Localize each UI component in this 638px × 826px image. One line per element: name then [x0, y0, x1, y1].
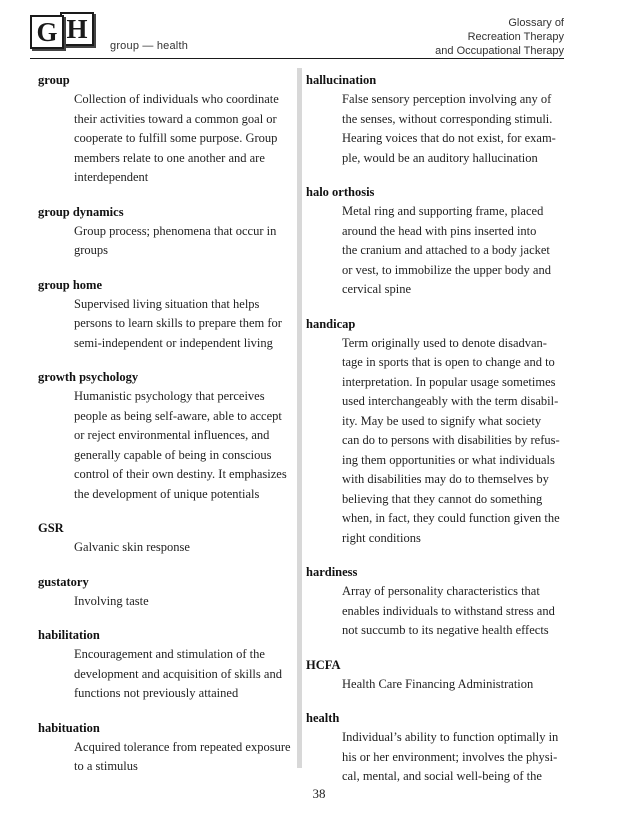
- glossary-definition: [38, 222, 296, 261]
- glossary-definition: [38, 592, 296, 612]
- glossary-term: halo orthosis: [306, 185, 375, 199]
- glossary-term: hardiness: [306, 565, 358, 579]
- definition-line: Individual’s ability to function optimally in: [342, 730, 559, 744]
- definition-line: cooperate to fulfill some purpose. Group: [74, 131, 278, 145]
- definition-line: cal, mental, and social well-being of the: [342, 769, 542, 783]
- definition-line: right conditions: [342, 530, 421, 545]
- glossary-entry: [38, 573, 296, 612]
- definition-line: cervical spine: [342, 282, 412, 296]
- letter-h-box: H: [60, 12, 94, 46]
- definition-line: groups: [74, 243, 109, 257]
- book-title: [435, 16, 564, 58]
- right-column: [306, 71, 564, 802]
- glossary-definition: [306, 728, 564, 787]
- definition-line: Collection of individuals who coordinate: [74, 92, 279, 106]
- definition-line: functions not previously attained: [74, 686, 239, 700]
- glossary-definition: [38, 538, 296, 558]
- glossary-entry: [38, 519, 296, 558]
- glossary-definition: [306, 90, 564, 168]
- glossary-term: GSR: [38, 521, 64, 535]
- glossary-term: group: [38, 73, 70, 87]
- definition-line: Galvanic skin response: [74, 540, 190, 554]
- definition-line: Health Care Financing Administration: [342, 676, 534, 691]
- page-range: group — health: [110, 40, 189, 52]
- definition-line: Metal ring and supporting frame, placed: [342, 204, 544, 218]
- left-column: [38, 71, 296, 792]
- glossary-entry: [306, 183, 564, 300]
- definition-line: their activities toward a common goal or: [74, 111, 277, 126]
- definition-line: the senses, without corresponding stimuli.: [342, 111, 553, 126]
- definition-line: Humanistic psychology that perceives: [74, 389, 265, 403]
- glossary-term: handicap: [306, 316, 356, 331]
- glossary-entry: [38, 368, 296, 504]
- definition-line: to a stimulus: [74, 759, 138, 773]
- definition-line: persons to learn skills to prepare them for: [74, 316, 282, 330]
- column-divider: [297, 68, 302, 768]
- book-title-line-1: Glossary of: [508, 17, 564, 29]
- glossary-entry: [306, 656, 564, 695]
- page-header: [0, 0, 638, 60]
- definition-line: tage in sports that is open to change and to: [342, 355, 555, 369]
- glossary-term: group home: [38, 277, 103, 292]
- definition-line: people as being self-aware, able to accept: [74, 408, 282, 423]
- definition-line: around the head with pins inserted into: [342, 223, 537, 238]
- definition-line: ity. May be used to signify what society: [342, 413, 542, 428]
- glossary-term: habituation: [38, 720, 100, 735]
- definition-line: used interchangeably with the term disabil-: [342, 394, 559, 408]
- glossary-entry: [38, 276, 296, 354]
- definition-line: interdependent: [74, 170, 149, 184]
- glossary-definition: [306, 334, 564, 549]
- section-letters-logo: [30, 15, 104, 51]
- definition-line: enables individuals to withstand stress and: [342, 603, 555, 618]
- page-number: 38: [312, 786, 326, 801]
- definition-line: Encouragement and stimulation of the: [74, 647, 265, 661]
- definition-line: his or her environment; involves the physi-: [342, 749, 558, 764]
- glossary-definition: [38, 738, 296, 777]
- definition-line: Involving taste: [74, 593, 149, 608]
- glossary-definition: [38, 295, 296, 354]
- glossary-entry: [306, 71, 564, 168]
- definition-line: generally capable of being in conscious: [74, 447, 272, 462]
- definition-line: Array of personality characteristics that: [342, 584, 540, 598]
- definition-line: control of their own destiny. It emphasizes: [74, 467, 287, 481]
- glossary-definition: [306, 675, 564, 695]
- book-title-line-2: Recreation Therapy: [467, 31, 564, 43]
- glossary-definition: [306, 582, 564, 641]
- glossary-term: gustatory: [38, 574, 89, 589]
- glossary-entry: [306, 315, 564, 549]
- glossary-entry: [38, 626, 296, 704]
- definition-line: Hearing voices that do not exist, for exam-: [342, 131, 556, 145]
- glossary-definition: [306, 202, 564, 300]
- definition-line: semi-independent or independent living: [74, 335, 273, 350]
- definition-line: with disabilities may do to themselves by: [342, 472, 549, 486]
- definition-line: can do to persons with disabilities by refus-: [342, 433, 560, 447]
- glossary-term: growth psychology: [38, 370, 139, 384]
- glossary-entry: [38, 203, 296, 261]
- definition-line: Supervised living situation that helps: [74, 296, 260, 311]
- glossary-entry: [306, 563, 564, 641]
- definition-line: interpretation. In popular usage sometimes: [342, 374, 556, 389]
- book-title-line-3: and Occupational Therapy: [435, 45, 564, 57]
- glossary-term: group dynamics: [38, 204, 124, 219]
- glossary-term: HCFA: [306, 657, 341, 672]
- definition-line: Term originally used to denote disadvan-: [342, 335, 547, 350]
- definition-line: ing them opportunities or what individuals: [342, 452, 555, 467]
- glossary-definition: [38, 387, 296, 504]
- glossary-entry: [38, 71, 296, 188]
- definition-line: False sensory perception involving any of: [342, 92, 552, 106]
- glossary-term: hallucination: [306, 73, 377, 87]
- definition-line: Group process; phenomena that occur in: [74, 223, 277, 238]
- definition-line: ple, would be an auditory hallucination: [342, 150, 538, 165]
- glossary-definition: [38, 645, 296, 704]
- definition-line: when, in fact, they could function given the: [342, 511, 560, 525]
- definition-line: believing that they cannot do something: [342, 491, 543, 506]
- definition-line: development and acquisition of skills and: [74, 666, 282, 681]
- definition-line: or reject environmental influences, and: [74, 428, 270, 442]
- definition-line: the cranium and attached to a body jacket: [342, 243, 550, 257]
- glossary-term: habilitation: [38, 628, 100, 642]
- definition-line: the development of unique potentials: [74, 486, 260, 501]
- definition-line: not succumb to its negative health effects: [342, 623, 549, 637]
- glossary-entry: [306, 709, 564, 787]
- definition-line: or vest, to immobilize the upper body and: [342, 262, 551, 277]
- glossary-entry: [38, 719, 296, 777]
- glossary-definition: [38, 90, 296, 188]
- glossary-term: health: [306, 711, 340, 725]
- definition-line: Acquired tolerance from repeated exposure: [74, 739, 291, 754]
- header-rule: [30, 58, 564, 59]
- letter-g-box: G: [30, 15, 64, 49]
- definition-line: members relate to one another and are: [74, 150, 265, 165]
